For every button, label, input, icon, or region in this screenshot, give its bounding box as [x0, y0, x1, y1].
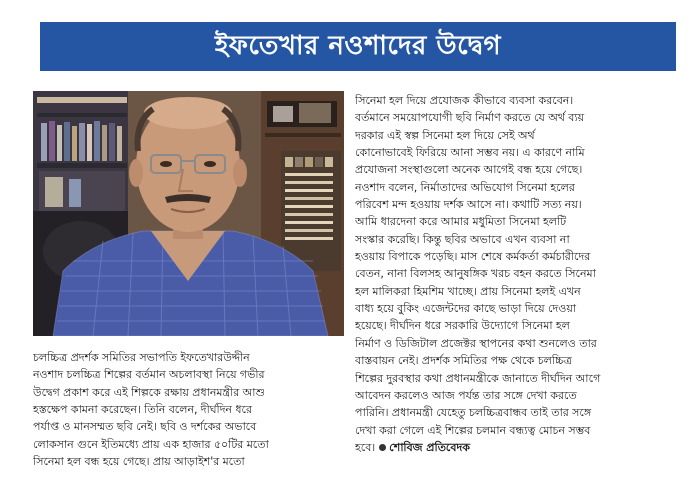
paragraph-line: হওয়ায় বিপাকে পড়েছি। মাস শেষে কর্মকর্তা কর্মচারীদের [355, 250, 591, 264]
paragraph-line: আবেদন করলেও আজ পর্যন্ত তার সঙ্গে দেখা করতে [355, 388, 577, 402]
paragraph-line: নওশাদ বলেন, নির্মাতাদের অভিযোগ সিনেমা হলের [355, 180, 575, 194]
paragraph-line: হয়েছে। দীর্ঘদিন ধরে সরকারি উদ্যোগে সিনেমা হল [355, 319, 570, 333]
paragraph-line: হল মালিকরা হিমশিম খাচ্ছে। প্রায় সিনেমা হলই এখন [355, 284, 581, 298]
closing-line [355, 439, 680, 456]
paragraph-line: বর্তমানে সময়োপযোগী ছবি নির্মাণ করতে যে অর্থ ব্যয় [355, 111, 585, 125]
paragraph-line: কোনোভাবেই ফিরিয়ে আনা সম্ভব নয়। এ কারণে নামি [355, 146, 585, 160]
paragraph-line: উদ্বেগ প্রকাশ করে এই শিল্পকে রক্ষায় প্রধানমন্ত্রীর আশু [33, 385, 266, 399]
paragraph-line: পর্যাপ্ত ও মানসম্মত ছবি নেই। ছবি ও দর্শকের অভাবে [33, 420, 257, 434]
paragraph-line: বাধ্য হয়ে বুকিং এজেন্টদের কাছে ভাড়া দিয়ে দেওয়া [355, 302, 577, 316]
paragraph-line: লোকসান গুনে ইতিমধ্যে প্রায় এক হাজার ৫০টির মতো [33, 437, 269, 451]
bullet-icon [379, 444, 386, 451]
paragraph-line: দেখা করা গেলে এই শিল্পের চলমান বন্ধ্যত্ব মোচন সম্ভব [355, 423, 591, 437]
byline: শোবিজ প্রতিবেদক [389, 440, 470, 454]
paragraph-line: বেতন, নানা বিলসহ আনুষঙ্গিক খরচ বহন করতে সিনেমা [355, 267, 596, 281]
paragraph-line: দরকার এই স্বল্প সিনেমা হল দিয়ে সেই অর্থ [355, 128, 535, 142]
right-column [355, 92, 680, 456]
last-line: হবে। [355, 440, 376, 454]
paragraph-line: শিল্পের দুরবস্থার কথা প্রধানমন্ত্রীকে জানাতে দীর্ঘদিন আগে [355, 371, 601, 385]
left-column [33, 349, 344, 470]
paragraph-line: প্রযোজনা সংস্থাগুলো অনেক আগেই বন্ধ হয়ে গেছে। [355, 163, 583, 177]
paragraph-line: নির্মাণ ও ডিজিটাল প্রজেক্টর স্থাপনের কথা শুনলেও তার [355, 336, 597, 350]
paragraph-line: নওশাদ চলচ্চিত্র শিল্পের বর্তমান অচলাবস্থা নিয়ে গভীর [33, 368, 265, 382]
paragraph-line: পারিনি। প্রধানমন্ত্রী যেহেতু চলচ্চিত্রবান্ধব তাই তার সঙ্গে [355, 406, 592, 420]
headline-banner [40, 22, 676, 71]
paragraph-line: চলচ্চিত্র প্রদর্শক সমিতির সভাপতি ইফতেখারউদ্দীন [33, 351, 250, 364]
paragraph-line: আমি ধারদেনা করে আমার মধুমিতা সিনেমা হলটি [355, 215, 567, 229]
paragraph-line: সংস্কার করেছি। কিন্তু ছবির অভাবে এখন ব্যবসা না [355, 232, 570, 246]
paragraph-line: সিনেমা হল বন্ধ হয়ে গেছে। প্রায় আড়াইশ'র মতো [33, 455, 245, 469]
paragraph-line: সিনেমা হল দিয়ে প্রযোজক কীভাবে ব্যবসা করবেন। [355, 94, 574, 107]
paragraph-line: পরিবেশ মন্দ হওয়ায় দর্শক আসে না। কথাটি সত্য নয়। [355, 198, 582, 212]
paragraph-line: হস্তক্ষেপ কামনা করেছেন। তিনি বলেন, দীর্ঘদিন ধরে [33, 403, 252, 417]
headline: ইফতেখার নওশাদের উদ্বেগ [214, 30, 502, 61]
portrait-photo [33, 91, 344, 336]
paragraph-line: বাস্তবায়ন নেই। প্রদর্শক সমিতির পক্ষ থেকে চলচ্চিত্র [355, 354, 572, 368]
